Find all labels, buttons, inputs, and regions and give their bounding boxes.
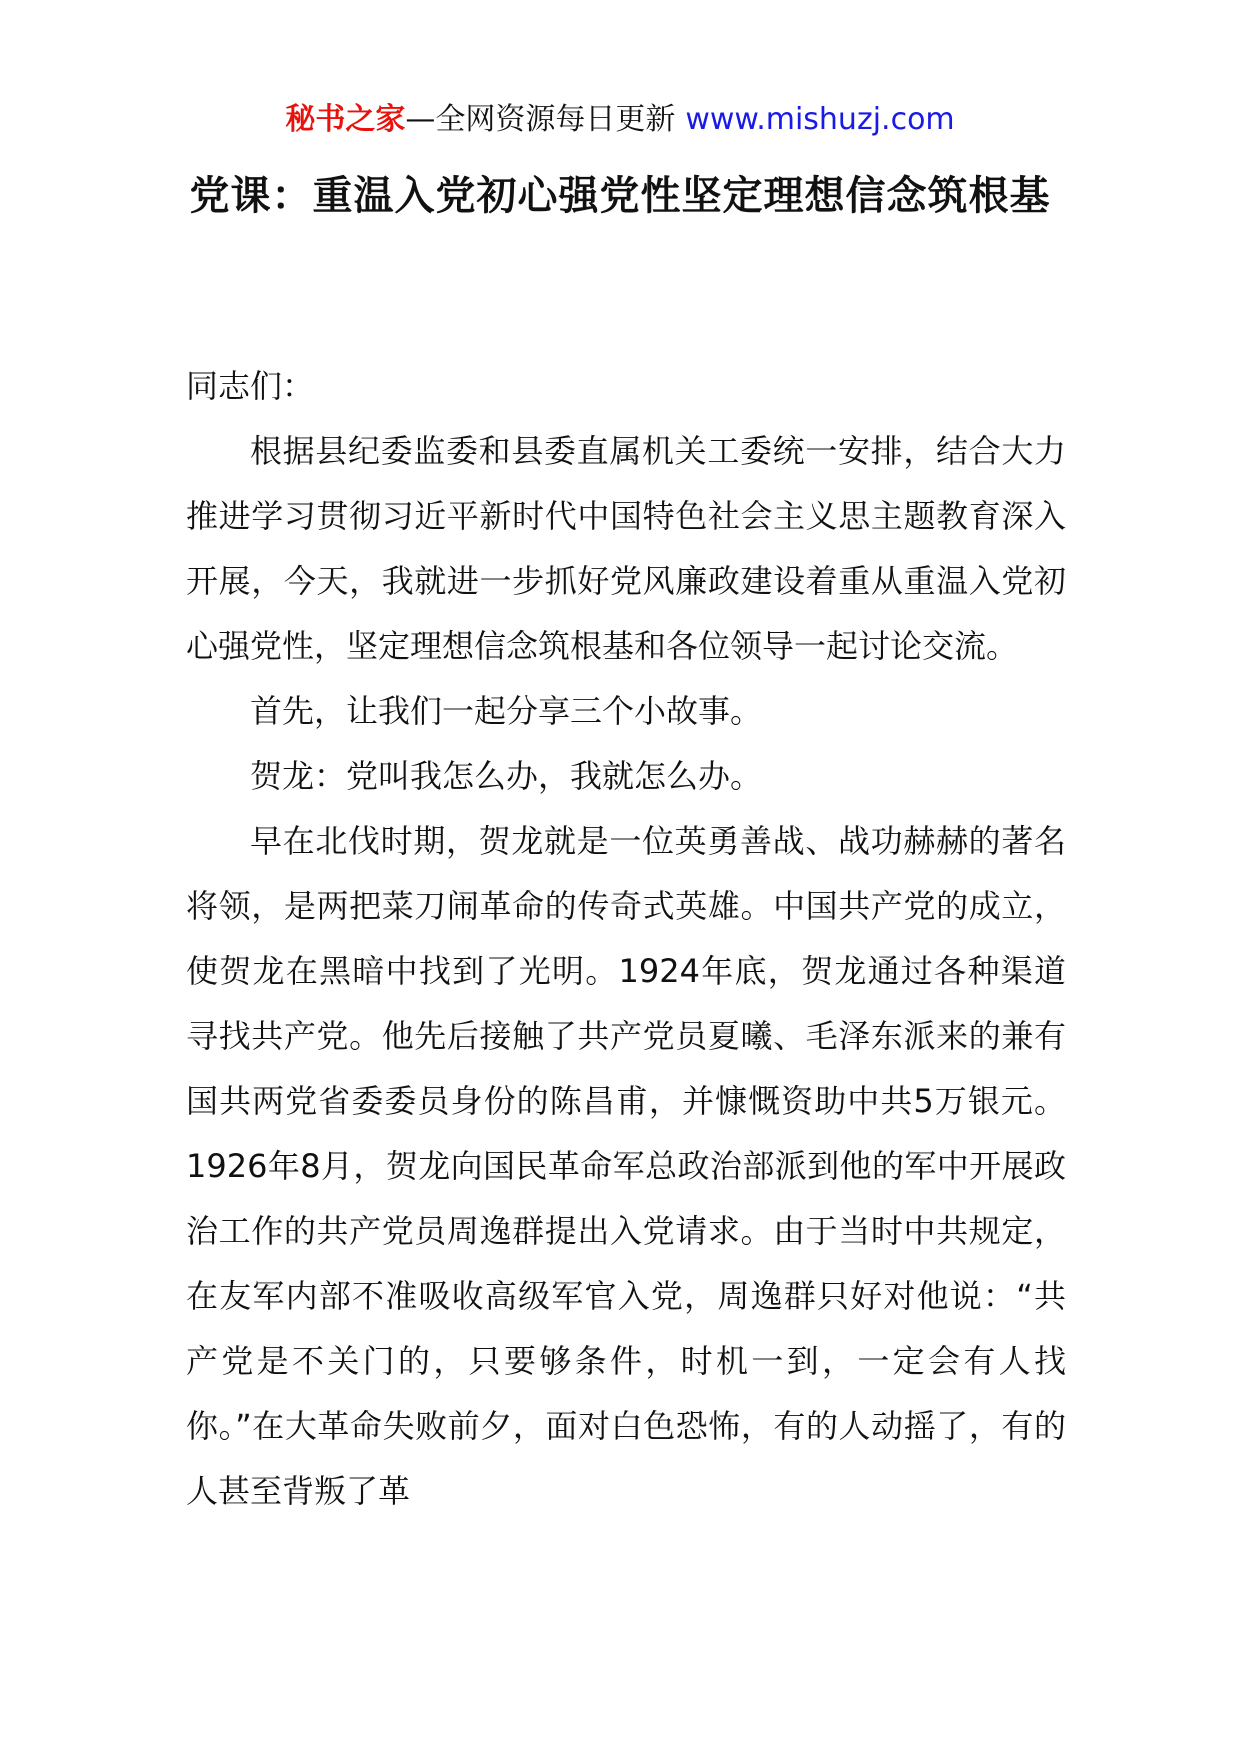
site-url[interactable]: www.mishuzj.com: [685, 102, 955, 137]
paragraph-stories-lead: 首先，让我们一起分享三个小故事。: [250, 692, 763, 730]
paragraph-story-body: 早在北伐时期，贺龙就是一位英勇善战、战功赫赫的著名将领，是两把菜刀闹革命的传奇式英雄。中国共产党的成立，使贺龙在黑暗中找到了光明。1924年底，贺龙通过各种渠道寻找共产党。他先后接触了共产党员夏曦、毛泽东派来的兼有国共两党省委委员身份的陈昌甫，并慷慨资助中共5万银元。1926年8月，贺龙向国民革命军总政治部派到他的军中开展政治工作的共产党员周逸群提出入党请求。由于当时中共规定，在友军内部不准吸收高级军官入党，周逸群只好对他说：“共产党是不关门的，只要够条件，时机一到，一定会有人找你。”在大革命失败前夕，面对白色恐怖，有的人动摇了，有的人甚至背叛了革: [186, 822, 1066, 1510]
paragraph-story-heading: 贺龙：党叫我怎么办，我就怎么办。: [250, 757, 763, 795]
document-title: 党课：重温入党初心强党性坚定理想信念筑根基: [189, 173, 1051, 219]
site-header: [0, 100, 1240, 140]
site-tagline: —全网资源每日更新: [405, 102, 676, 137]
salutation: 同志们：: [186, 367, 315, 405]
site-brand: 秘书之家: [285, 102, 406, 137]
document-body: [186, 354, 1066, 1524]
paragraph-intro: 根据县纪委监委和县委直属机关工委统一安排，结合大力推进学习贯彻习近平新时代中国特色社会主义思主题教育深入开展，今天，我就进一步抓好党风廉政建设着重从重温入党初心强党性，坚定理想信念筑根基和各位领导一起讨论交流。: [186, 432, 1066, 665]
